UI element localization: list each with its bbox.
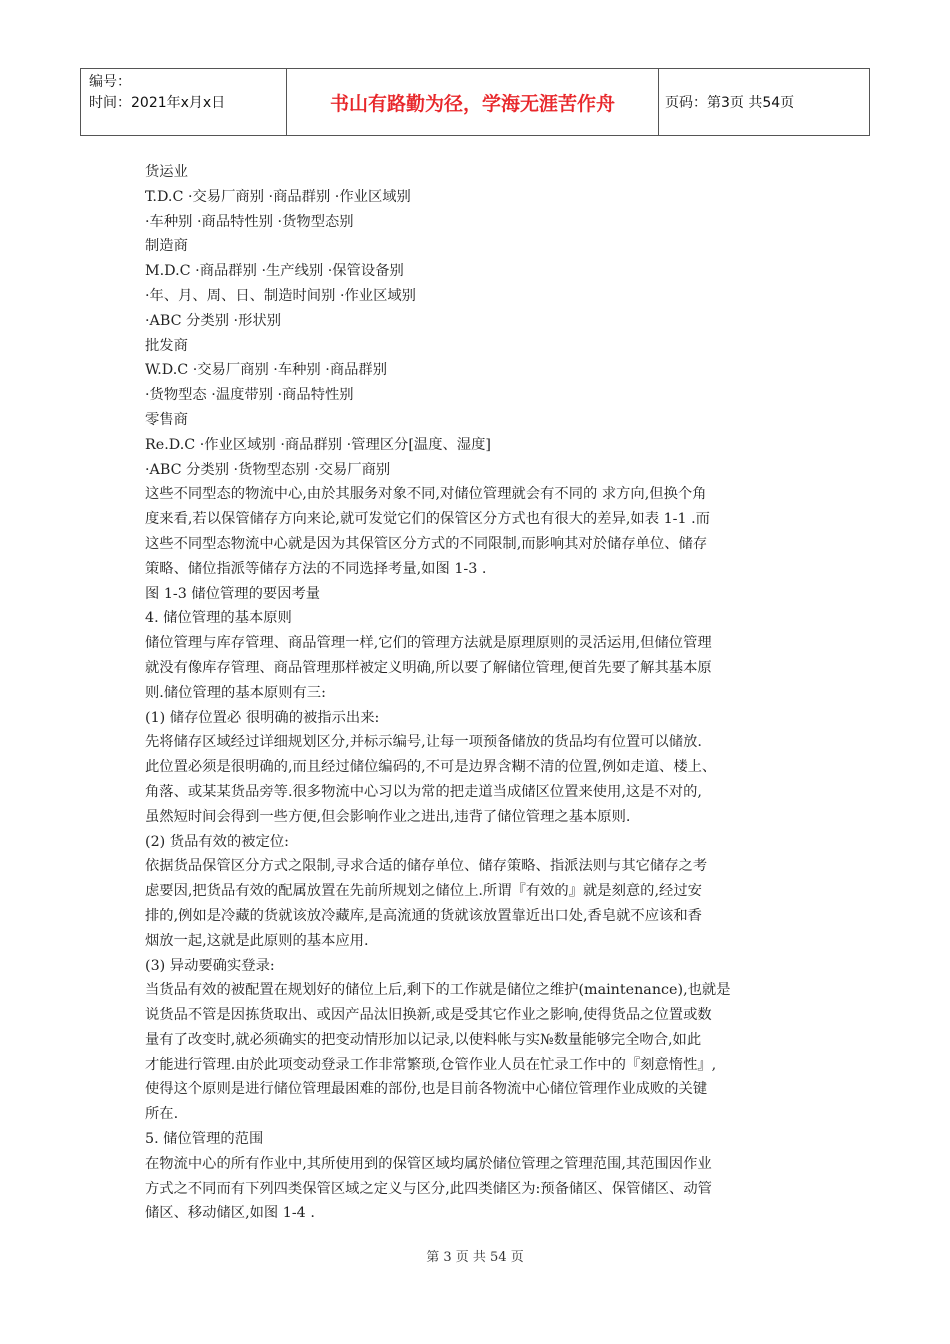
body-text-line: 这些不同型态物流中心就是因为其保管区分方式的不同限制,而影响其对於储存单位、储存 <box>145 535 708 552</box>
body-text-line: 依据货品保管区分方式之限制,寻求合适的储存单位、储存策略、指派法则与其它储存之考 <box>145 858 708 875</box>
body-text-line: M.D.C ·商品群别 ·生产线别 ·保管设备别 <box>145 263 404 280</box>
body-text-line: 方式之不同而有下列四类保管区域之定义与区分,此四类储区为:预备储区、保管储区、动管 <box>145 1180 712 1197</box>
body-text-line: ·车种别 ·商品特性别 ·货物型态别 <box>145 213 354 230</box>
body-text-line: W.D.C ·交易厂商别 ·车种别 ·商品群别 <box>145 362 388 379</box>
body-text-line: 当货品有效的被配置在规划好的储位上后,剩下的工作就是储位之维护(maintenance),也就是 <box>145 982 731 999</box>
document-body <box>145 160 815 1226</box>
body-text-line: 烟放一起,这就是此原则的基本应用. <box>145 932 369 949</box>
body-text-line: 才能进行管理.由於此项变动登录工作非常繁琐,仓管作业人员在忙录工作中的『刻意惰性』, <box>145 1056 717 1073</box>
page-footer <box>0 1246 950 1265</box>
body-text-line: 说货品不管是因拣货取出、或因产品汰旧换新,或是受其它作业之影响,使得货品之位置或数 <box>145 1007 712 1024</box>
body-text-line: 制造商 <box>145 238 188 255</box>
body-text-line: ·年、月、周、日、制造时间别 ·作业区域别 <box>145 287 416 304</box>
motto-text: 书山有路勤为径，学海无涯苦作舟 <box>329 92 615 115</box>
body-text-line: 这些不同型态的物流中心,由於其服务对象不同,对储位管理就会有不同的 求方向,但换个角 <box>145 486 707 503</box>
body-text-line: Re.D.C ·作业区域别 ·商品群别 ·管理区分[温度、湿度] <box>145 436 491 453</box>
document-number-label: 编号： <box>89 74 131 90</box>
body-text-line: ·货物型态 ·温度带别 ·商品特性别 <box>145 387 354 404</box>
body-text-line: (2) 货品有效的被定位: <box>145 833 289 850</box>
body-text-line: 4. 储位管理的基本原则 <box>145 610 292 627</box>
body-text-line: 虽然短时间会得到一些方便,但会影响作业之进出,违背了储位管理之基本原则. <box>145 808 631 825</box>
page-header <box>80 68 870 136</box>
body-text-line: 货运业 <box>145 164 188 180</box>
body-text-line: 图 1-3 储位管理的要因考量 <box>145 585 321 602</box>
body-text-line: 此位置必须是很明确的,而且经过储位编码的,不可是边界含糊不清的位置,例如走道、楼上、 <box>145 759 717 776</box>
body-text-line: 角落、或某某货品旁等.很多物流中心习以为常的把走道当成储区位置来使用,这是不对的, <box>145 783 702 800</box>
body-text-line: 所在. <box>145 1106 179 1123</box>
body-text-line: 虑要因,把货品有效的配属放置在先前所规划之储位上.所谓『有效的』就是刻意的,经过安 <box>145 883 702 900</box>
body-text-line: 批发商 <box>145 337 188 354</box>
body-text-line: 就没有像库存管理、商品管理那样被定义明确,所以要了解储位管理,便首先要了解其基本原 <box>145 659 712 676</box>
body-text-line: ·ABC 分类别 ·货物型态别 ·交易厂商别 <box>145 461 391 478</box>
body-text-line: 在物流中心的所有作业中,其所使用到的保管区域均属於储位管理之管理范围,其范围因作业 <box>145 1155 712 1172</box>
header-meta <box>81 69 286 135</box>
body-text-line: (1) 储存位置必 很明确的被指示出来: <box>145 709 380 726</box>
body-text-line: 量有了改变时,就必须确实的把变动情形加以记录,以使料帐与实№数量能够完全吻合,如此 <box>145 1031 702 1048</box>
body-text-line: 则.储位管理的基本原则有三: <box>145 684 326 701</box>
body-text-line: 先将储存区域经过详细规划区分,并标示编号,让每一项预备储放的货品均有位置可以储放. <box>145 734 702 751</box>
body-text-line: ·ABC 分类别 ·形状别 <box>145 312 281 329</box>
body-text-line: 零售商 <box>145 411 188 428</box>
body-text-line: T.D.C ·交易厂商别 ·商品群别 ·作业区域别 <box>145 188 411 205</box>
body-text-line: 度来看,若以保管储存方向来论,就可发觉它们的保管区分方式也有很大的差异,如表 1-1 .而 <box>145 511 710 528</box>
footer-page-number: 第 3 页 共 54 页 <box>426 1250 524 1265</box>
body-text-line: 策略、储位指派等储存方法的不同选择考量,如图 1-3 . <box>145 560 487 577</box>
header-motto <box>286 69 658 135</box>
body-text-line: 排的,例如是冷藏的货就该放冷藏库,是高流通的货就该放置靠近出口处,香皂就不应该和香 <box>145 907 702 924</box>
body-text-line: 储区、移动储区,如图 1-4 . <box>145 1205 315 1222</box>
page-info-text: 页码：第3页 共54页 <box>665 95 795 111</box>
body-text-line: 储位管理与库存管理、商品管理一样,它们的管理方法就是原理原则的灵活运用,但储位管理 <box>145 635 712 652</box>
header-page-info <box>658 69 869 135</box>
body-text-line: 使得这个原则是进行储位管理最困难的部份,也是目前各物流中心储位管理作业成败的关键 <box>145 1081 708 1098</box>
body-text-line: 5. 储位管理的范围 <box>145 1131 264 1148</box>
document-date: 时间：2021年x月x日 <box>89 95 226 111</box>
body-text-line: (3) 异动要确实登录: <box>145 957 275 974</box>
